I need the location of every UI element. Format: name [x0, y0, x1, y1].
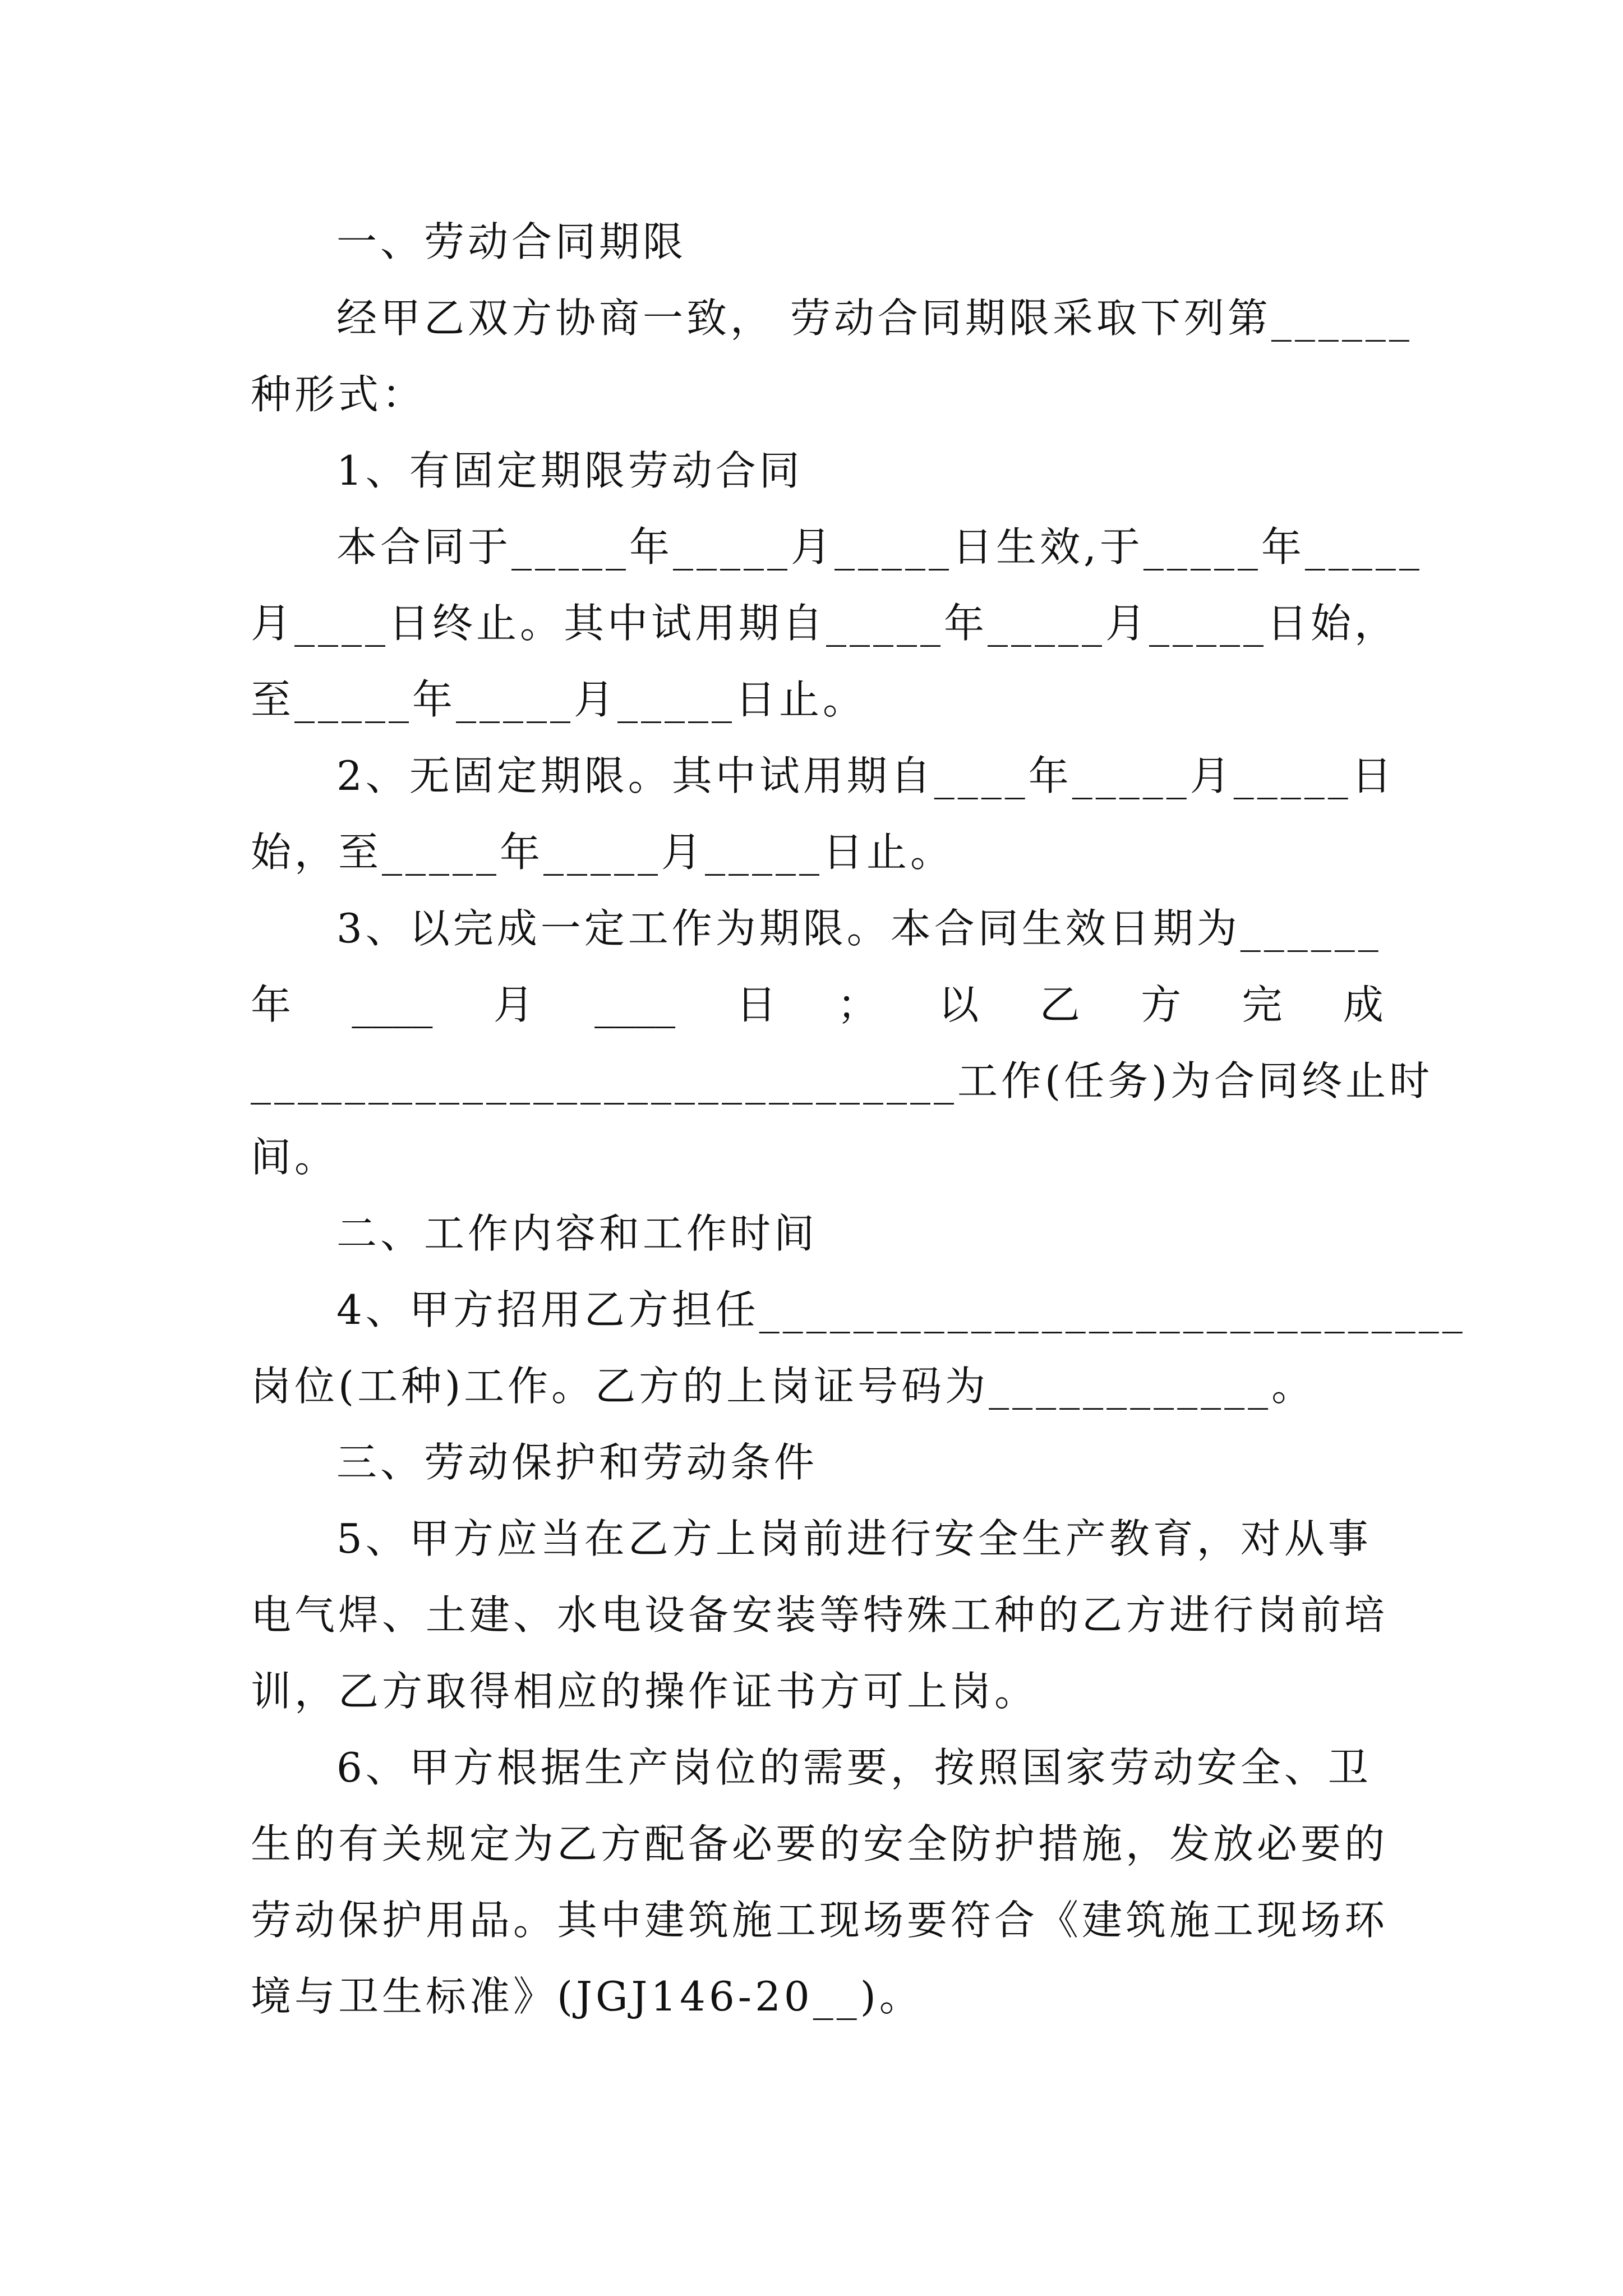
paragraph-line: 电气焊、土建、水电设备安装等特殊工种的乙方进行岗前培	[251, 1591, 1389, 1639]
paragraph-line: 经甲乙双方协商一致， 劳动合同期限采取下列第______	[336, 295, 1413, 342]
word: 日	[736, 981, 777, 1028]
paragraph-line: 种形式：	[251, 371, 426, 418]
paragraph-line: 生的有关规定为乙方配备必要的安全防护措施，发放必要的	[251, 1820, 1389, 1867]
paragraph-line: 训，乙方取得相应的操作证书方可上岗。	[251, 1668, 1039, 1715]
paragraph-line: 6、甲方根据生产岗位的需要，按照国家劳动安全、卫	[336, 1744, 1372, 1791]
justified-line	[251, 977, 1384, 1033]
word: 方	[1141, 981, 1182, 1028]
paragraph-line: 月____日终止。其中试用期自_____年_____月_____日始，	[251, 600, 1399, 647]
paragraph-line: 岗位(工种)工作。乙方的上岗证号码为____________。	[251, 1363, 1316, 1410]
list-item-fixed-term: 1、有固定期限劳动合同	[336, 447, 803, 494]
paragraph-line: 5、甲方应当在乙方上岗前进行安全生产教育，对从事	[336, 1515, 1372, 1562]
list-item-no-fixed-term: 2、无固定期限。其中试用期自____年_____月_____日	[336, 752, 1395, 799]
word: 以	[938, 981, 979, 1028]
paragraph-line: 劳动保护用品。其中建筑施工现场要符合《建筑施工现场环	[251, 1897, 1389, 1944]
section-heading-contract-term: 一、劳动合同期限	[336, 218, 687, 265]
paragraph-line: 境与卫生标准》(JGJ146-20__)。	[251, 1973, 923, 2020]
paragraph-line: 至_____年_____月_____日止。	[251, 676, 867, 723]
paragraph-line: ______________________________工作(任务)为合同终止时	[251, 1057, 1433, 1105]
word: 成	[1343, 981, 1384, 1028]
blank-field: ____	[352, 981, 433, 1028]
paragraph-line: 本合同于_____年_____月_____日生效,于_____年_____	[336, 523, 1423, 570]
word: 月	[493, 981, 534, 1028]
word: 年	[251, 981, 292, 1028]
section-heading-labor-protection: 三、劳动保护和劳动条件	[336, 1439, 818, 1486]
paragraph-line: 始，至_____年_____月_____日止。	[251, 829, 955, 876]
word: ；	[837, 981, 878, 1028]
section-heading-work-content: 二、工作内容和工作时间	[336, 1210, 818, 1257]
paragraph-line: 4、甲方招用乙方担任______________________________	[336, 1286, 1466, 1333]
word: 完	[1242, 981, 1283, 1028]
list-item-task-term: 3、以完成一定工作为期限。本合同生效日期为______	[336, 905, 1382, 952]
paragraph-line: 间。	[251, 1134, 339, 1181]
blank-field: ____	[594, 981, 676, 1028]
word: 乙	[1039, 981, 1080, 1028]
